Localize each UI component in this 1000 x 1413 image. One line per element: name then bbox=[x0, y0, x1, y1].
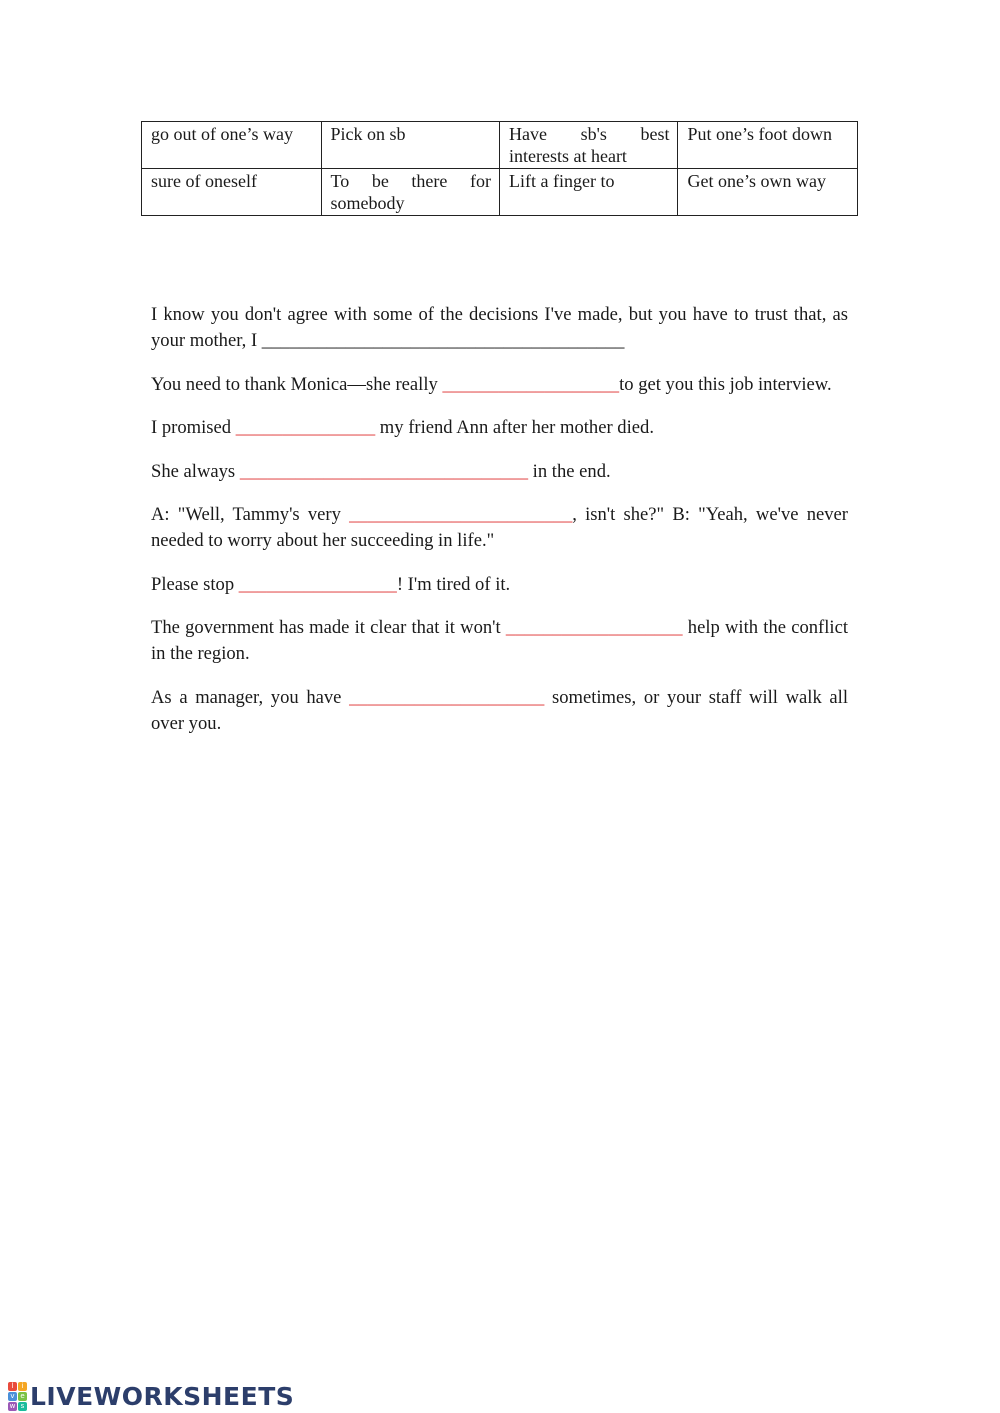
sentence-text: ! I'm tired of it. bbox=[396, 573, 511, 595]
liveworksheets-logo bbox=[8, 1379, 294, 1413]
logo-text: LIVEWORKSHEETS bbox=[30, 1381, 295, 1411]
sentence-text: The government has made it clear that it won't bbox=[151, 617, 506, 638]
sentence-text: She always bbox=[151, 460, 240, 482]
sentence-6 bbox=[151, 572, 848, 598]
logo-block: v bbox=[8, 1392, 17, 1401]
answer-blank[interactable]: _______________________________________ bbox=[261, 330, 625, 351]
answer-blank[interactable]: ________________________ bbox=[349, 504, 573, 525]
answer-blank[interactable]: _____________________ bbox=[349, 686, 545, 708]
logo-block: i bbox=[18, 1382, 27, 1391]
sentence-text: in the end. bbox=[528, 460, 611, 482]
answer-blank[interactable]: _________________ bbox=[238, 573, 397, 595]
sentence-7 bbox=[151, 615, 848, 667]
answer-blank[interactable]: _______________________________ bbox=[239, 460, 529, 482]
sentence-text: You need to thank Monica—she really bbox=[151, 373, 443, 395]
sentence-text: I know you don't agree with some of the decisions I've made, but you have to trust that, as your mother, I bbox=[151, 304, 848, 351]
logo-block: e bbox=[18, 1392, 27, 1401]
answer-blank[interactable]: ___________________ bbox=[442, 373, 620, 395]
table-cell: go out of one’s way bbox=[142, 122, 322, 169]
logo-block: w bbox=[9, 1401, 16, 1410]
phrase-table bbox=[141, 121, 858, 216]
sentence-2 bbox=[151, 372, 848, 398]
table-row bbox=[142, 122, 858, 169]
exercise-sentences bbox=[151, 302, 848, 754]
sentence-text: to get you this job interview. bbox=[619, 373, 832, 395]
sentence-text: , isn't she?" B: "Yeah, we've never needed to worry about her succeeding in life." bbox=[151, 504, 848, 551]
logo-block: s bbox=[18, 1402, 27, 1411]
sentence-1 bbox=[151, 302, 848, 354]
answer-blank[interactable]: ___________________ bbox=[505, 617, 683, 638]
sentence-text: sometimes, or your staff will walk all over you. bbox=[151, 686, 849, 734]
sentence-text: A: "Well, Tammy's very bbox=[151, 504, 350, 525]
sentence-text: As a manager, you have bbox=[151, 686, 350, 708]
answer-blank[interactable]: _______________ bbox=[235, 417, 376, 438]
table-cell: Get one’s own way bbox=[678, 169, 858, 216]
table-cell: Have sb's best interests at heart bbox=[499, 122, 677, 169]
sentence-8 bbox=[151, 685, 848, 737]
sentence-text: Please stop bbox=[151, 573, 239, 595]
table-cell: Lift a finger to bbox=[499, 169, 677, 216]
sentence-4 bbox=[151, 459, 848, 485]
table-cell: sure of oneself bbox=[142, 169, 322, 216]
table-cell: Put one’s foot down bbox=[678, 122, 858, 169]
sentence-text: I promised bbox=[151, 417, 236, 438]
table-cell: Pick on sb bbox=[321, 122, 499, 169]
sentence-text: help with the conflict in the region. bbox=[151, 617, 848, 664]
logo-block: l bbox=[8, 1382, 17, 1391]
sentence-5 bbox=[151, 502, 848, 554]
table-cell: To be there for somebody bbox=[321, 169, 499, 216]
table-row bbox=[142, 169, 858, 216]
sentence-text: my friend Ann after her mother died. bbox=[375, 417, 654, 438]
sentence-3 bbox=[151, 415, 848, 441]
logo-blocks-icon bbox=[8, 1382, 27, 1411]
